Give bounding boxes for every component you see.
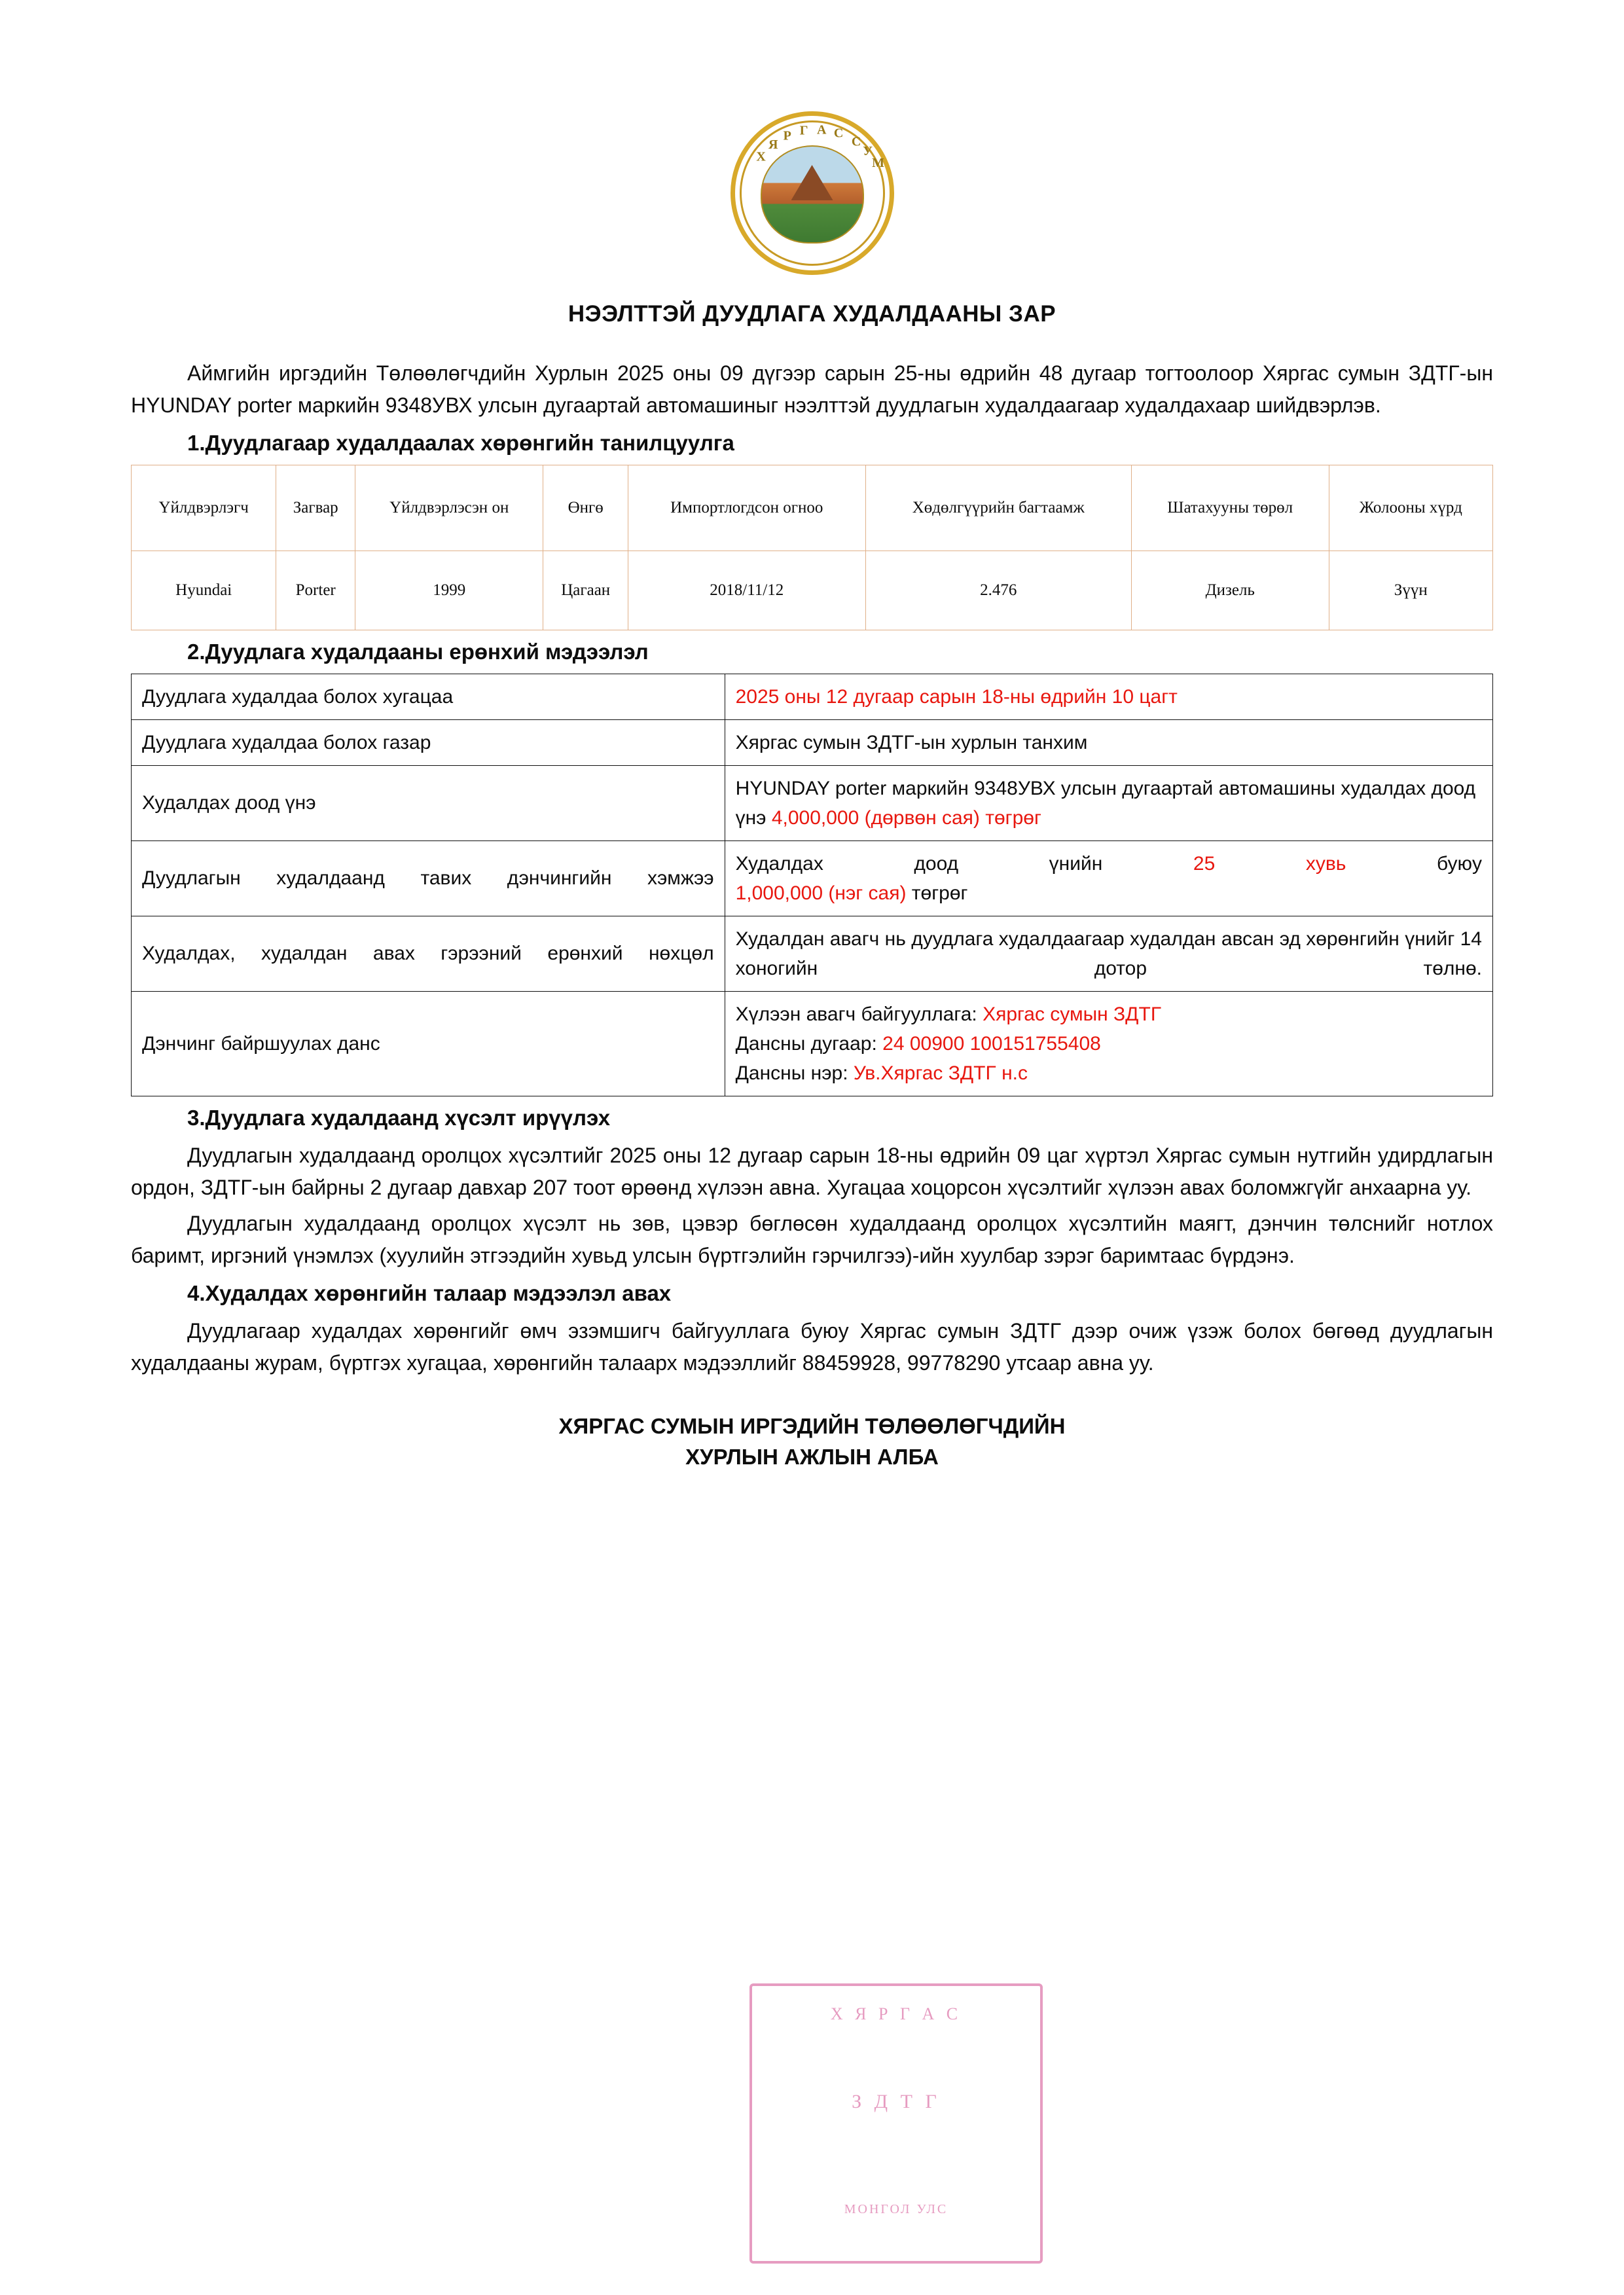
stamp-line-3: МОНГОЛ УЛС — [844, 2202, 948, 2216]
label-auction-place: Дуудлага худалдаа болох газар — [132, 719, 725, 765]
emblem-arc-char: М — [872, 155, 886, 170]
table-row — [132, 840, 1493, 916]
cell-year: 1999 — [355, 551, 543, 630]
section-3-paragraph-2: Дуудлагын худалдаанд оролцох хүсэлт нь зөв, цэвэр бөглөсөн худалдаанд оролцох хүсэлтийн маягт, дэнчин төлснийг нотлох баримт, иргэний үнэмлэх (хуулийн этгээдийн хувьд улсын бүртгэлийн гэрчилгээ)-ийн хуулбар зэрэг баримтаас бүрдэнэ. — [131, 1211, 1493, 1267]
section-4-paragraph-1: Дуудлагаар худалдах хөрөнгийг өмч эзэмшигч байгууллага буюу Хяргас сумын ЗДТГ дээр очиж үзэж болох бөгөөд дуудлагын худалдааны журам, бүртгэх хугацаа, хөрөнгийн талаарх мэдээллийг 88459928, 99778290 утсаар авна уу. — [131, 1318, 1493, 1375]
account-name-pre: Дансны нэр: — [735, 1062, 854, 1084]
value-contract-terms: Худалдан авагч нь дуудлага худалдаагаар худалдан авсан эд хөрөнгийн үнийг 14 хоногийн дотор төлнө. — [725, 916, 1492, 991]
column-header-steering: Жолооны хүрд — [1329, 465, 1492, 551]
emblem-arc-char: С — [833, 126, 845, 141]
table-row — [132, 991, 1493, 1096]
value-minimum-price-text: HYUNDAY porter маркийн 9348УВХ улсын дугаартай автомашины худалдах доод үнэ — [735, 777, 1476, 829]
emblem-arc-text — [731, 111, 894, 275]
value-deposit-line — [736, 849, 1482, 878]
official-stamp — [749, 1983, 1043, 2264]
signature-line-2: ХУРЛЫН АЖЛЫН АЛБА — [685, 1445, 939, 1470]
column-header-engine-capacity: Хөдөлгүүрийн багтаамж — [865, 465, 1131, 551]
value-deposit-amount — [725, 840, 1492, 916]
emblem-arc-char: Я — [768, 137, 780, 152]
label-deposit-account: Дэнчинг байршуулах данс — [132, 991, 725, 1096]
table-row — [132, 765, 1493, 840]
account-receiver-line — [736, 1000, 1482, 1029]
emblem-arc-char: А — [817, 122, 828, 137]
column-header-year: Үйлдвэрлэсэн он — [355, 465, 543, 551]
signature-block — [131, 1411, 1493, 1473]
label-minimum-price: Худалдах доод үнэ — [132, 765, 725, 840]
signature-line-1: ХЯРГАС СУМЫН ИРГЭДИЙН ТӨЛӨӨЛӨГЧДИЙН — [558, 1413, 1066, 1438]
stamp-line-1: Х Я Р Г А С — [830, 2004, 962, 2023]
deposit-percent: 25 хувь — [1193, 852, 1346, 875]
label-contract-terms: Худалдах, худалдан авах гэрээний ерөнхий нөхцөл — [132, 916, 725, 991]
column-header-import-date: Импортлогдсон огноо — [628, 465, 865, 551]
column-header-fuel-type: Шатахууны төрөл — [1131, 465, 1329, 551]
intro-paragraph: Аймгийн иргэдийн Төлөөлөгчдийн Хурлын 2025 оны 09 дүгээр сарын 25-ны өдрийн 48 дугаар тогтоолоор Хяргас сумын ЗДТГ-ын HYUNDAY porter маркийн 9348УВХ улсын дугаартай автомашиныг нээлттэй дуудлагын худалдаагаар худалдахаар шийдвэрлэв. — [131, 361, 1493, 417]
cell-import-date: 2018/11/12 — [628, 551, 865, 630]
deposit-pre: Худалдах доод үнийн — [735, 852, 1193, 875]
table-row — [132, 674, 1493, 719]
account-number-line — [736, 1029, 1482, 1058]
label-auction-datetime: Дуудлага худалдаа болох хугацаа — [132, 674, 725, 719]
column-header-manufacturer: Үйлдвэрлэгч — [132, 465, 276, 551]
emblem-arc-char: У — [863, 143, 874, 158]
emblem-arc-char: Р — [783, 128, 793, 143]
cell-steering: Зүүн — [1329, 551, 1492, 630]
emblem-arc-char: С — [851, 134, 863, 149]
cell-fuel-type: Дизель — [1131, 551, 1329, 630]
table-header-row — [132, 465, 1493, 551]
section-2-heading: 2.Дуудлага худалдааны ерөнхий мэдээлэл — [187, 639, 649, 664]
emblem-arc-char: Х — [756, 149, 767, 164]
deposit-mid: буюу — [1346, 852, 1482, 875]
section-1-heading: 1.Дуудлагаар худалдаалах хөрөнгийн танилцуулга — [187, 430, 734, 455]
emblem-container — [131, 111, 1493, 275]
auction-info-table — [131, 674, 1493, 1096]
section-4-heading: 4.Худалдах хөрөнгийн талаар мэдээлэл авах — [187, 1280, 672, 1305]
cell-color: Цагаан — [543, 551, 628, 630]
table-row — [132, 916, 1493, 991]
cell-manufacturer: Hyundai — [132, 551, 276, 630]
account-number-pre: Дансны дугаар: — [735, 1032, 883, 1055]
page-title: НЭЭЛТТЭЙ ДУУДЛАГА ХУДАЛДААНЫ ЗАР — [568, 301, 1056, 327]
value-auction-place: Хяргас сумын ЗДТГ-ын хурлын танхим — [725, 719, 1492, 765]
asset-details-table — [131, 465, 1493, 630]
cell-engine-capacity: 2.476 — [865, 551, 1131, 630]
column-header-color: Өнгө — [543, 465, 628, 551]
cell-model: Porter — [276, 551, 355, 630]
value-auction-datetime — [725, 674, 1492, 719]
section-3-paragraph-1: Дуудлагын худалдаанд оролцох хүсэлтийг 2025 оны 12 дугаар сарын 18-ны өдрийн 09 цаг хүртэл Хяргас сумын нутгийн удирдлагын ордон, ЗДТГ-ын байрны 2 дугаар давхар 207 тоот өрөөнд хүлээн авна. Хугацаа хоцорсон хүсэлтийг хүлээн авах боломжгүйг анхаарна уу. — [131, 1143, 1493, 1199]
table-row — [132, 719, 1493, 765]
deposit-post: төгрөг — [906, 882, 968, 904]
account-name-line — [736, 1058, 1482, 1088]
section-3-heading: 3.Дуудлага худалдаанд хүсэлт ирүүлэх — [187, 1105, 611, 1130]
table-row — [132, 551, 1493, 630]
value-minimum-price — [725, 765, 1492, 840]
account-number-value: 24 00900 100151755408 — [882, 1032, 1101, 1055]
soum-emblem-icon — [731, 111, 894, 275]
stamp-line-2: З Д Т Г — [852, 2091, 941, 2112]
deposit-amount: 1,000,000 (нэг сая) — [735, 882, 907, 904]
value-minimum-price-amount: 4,000,000 (дөрвөн сая) төгрөг — [771, 806, 1041, 829]
value-deposit-account — [725, 991, 1492, 1096]
account-receiver-value: Хяргас сумын ЗДТГ — [983, 1003, 1162, 1025]
value-auction-datetime-text: 2025 оны 12 дугаар сарын 18-ны өдрийн 10 цагт — [735, 685, 1178, 708]
emblem-arc-char: Г — [799, 123, 810, 138]
label-deposit-amount: Дуудлагын худалдаанд тавих дэнчингийн хэмжээ — [132, 840, 725, 916]
column-header-model: Загвар — [276, 465, 355, 551]
account-receiver-pre: Хүлээн авагч байгууллага: — [735, 1003, 983, 1025]
account-name-value: Ув.Хяргас ЗДТГ н.с — [853, 1062, 1028, 1084]
